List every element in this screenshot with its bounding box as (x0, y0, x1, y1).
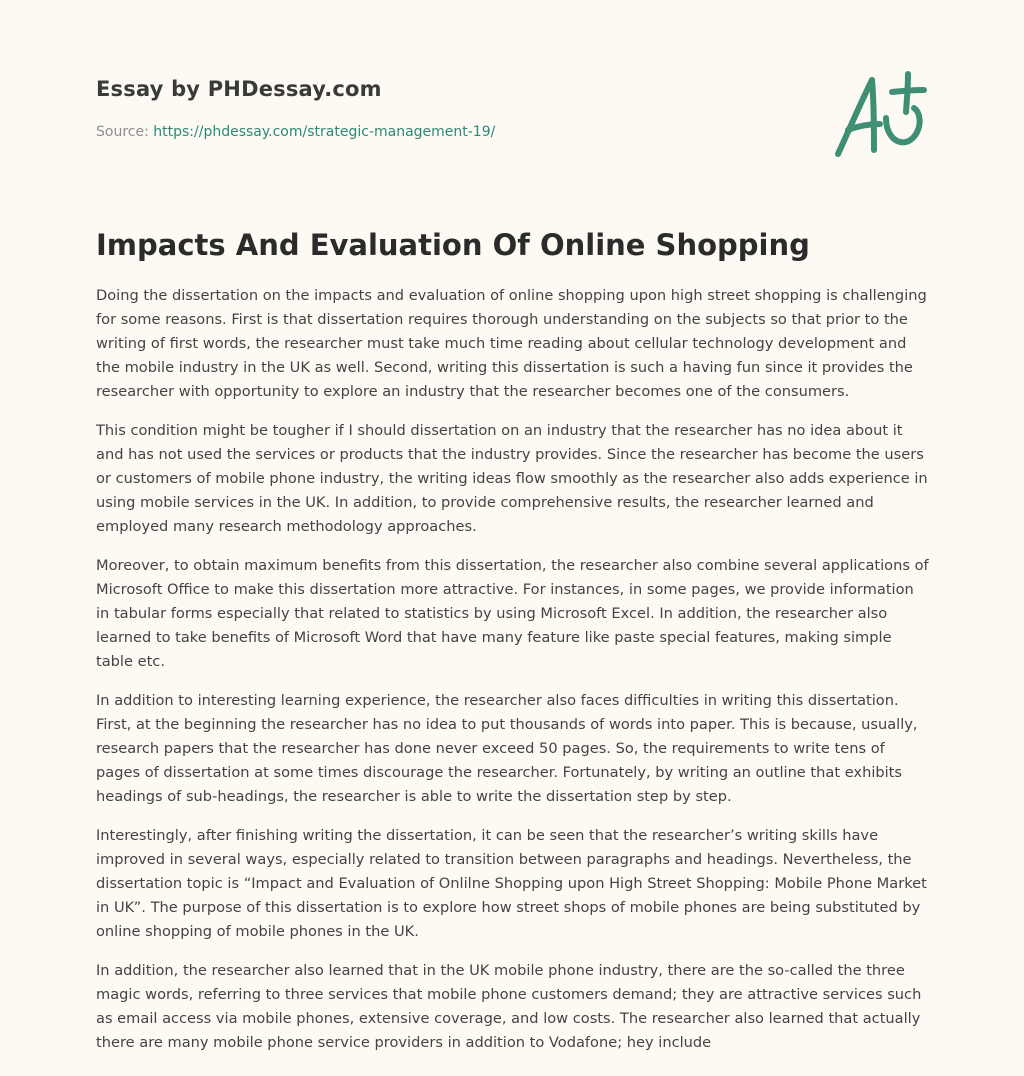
site-title: Essay by PHDessay.com (96, 77, 382, 101)
page-header (96, 74, 928, 194)
source-line (96, 122, 928, 142)
essay-title: Impacts And Evaluation Of Online Shopping (96, 228, 810, 262)
source-label: Source: (96, 124, 149, 140)
a-plus-logo-icon (828, 68, 928, 164)
paragraph: This condition might be tougher if I should dissertation on an industry that the researcher has no idea about it and has not used the services or products that the industry provides. Since the researcher has become the users or customers of mobile phone industry, the writing ideas flow smoothly as the researcher also adds experience in using mobile services in the UK. In addition, to provide comprehensive results, the researcher learned and employed many research methodology approaches. (96, 422, 928, 535)
paragraph: Doing the dissertation on the impacts and evaluation of online shopping upon high street shopping is challenging for some reasons. First is that dissertation requires thorough understanding on the subjects so that prior to the writing of first words, the researcher must take much time reading about cellular technology development and the mobile industry in the UK as well. Second, writing this dissertation is such a having fun since it provides the researcher with opportunity to explore an industry that the researcher becomes one of the consumers. (96, 287, 927, 400)
paragraph: Moreover, to obtain maximum benefits from this dissertation, the researcher also combine several applications of Microsoft Office to make this dissertation more attractive. For instances, in some pages, we provide information in tabular forms especially that related to statistics by using Microsoft Excel. In addition, the researcher also learned to take benefits of Microsoft Word that have many feature like paste special features, making simple table etc. (96, 557, 929, 670)
paragraph: Interestingly, after finishing writing the dissertation, it can be seen that the researcher’s writing skills have improved in several ways, especially related to transition between paragraphs and headings. Nevertheless, the dissertation topic is “Impact and Evaluation of Onlilne Shopping upon High Street Shopping: Mobile Phone Market in UK”. The purpose of this dissertation is to explore how street shops of mobile phones are being substituted by online shopping of mobile phones in the UK. (96, 827, 927, 940)
essay-body (96, 284, 930, 1070)
paragraph: In addition to interesting learning experience, the researcher also faces difficulties in writing this dissertation. First, at the beginning the researcher has no idea to put thousands of words into paper. This is because, usually, research papers that the researcher has done never exceed 50 pages. So, the requirements to write tens of pages of dissertation at some times discourage the researcher. Fortunately, by writing an outline that exhibits headings of sub-headings, the researcher is able to write the dissertation step by step. (96, 692, 918, 805)
source-link[interactable]: https://phdessay.com/strategic-management-19/ (153, 124, 496, 140)
paragraph: In addition, the researcher also learned that in the UK mobile phone industry, there are the so-called the three magic words, referring to three services that mobile phone customers demand; they are attractive services such as email access via mobile phones, extensive coverage, and low costs. The researcher also learned that actually there are many mobile phone service providers in addition to Vodafone; hey include (96, 962, 922, 1051)
